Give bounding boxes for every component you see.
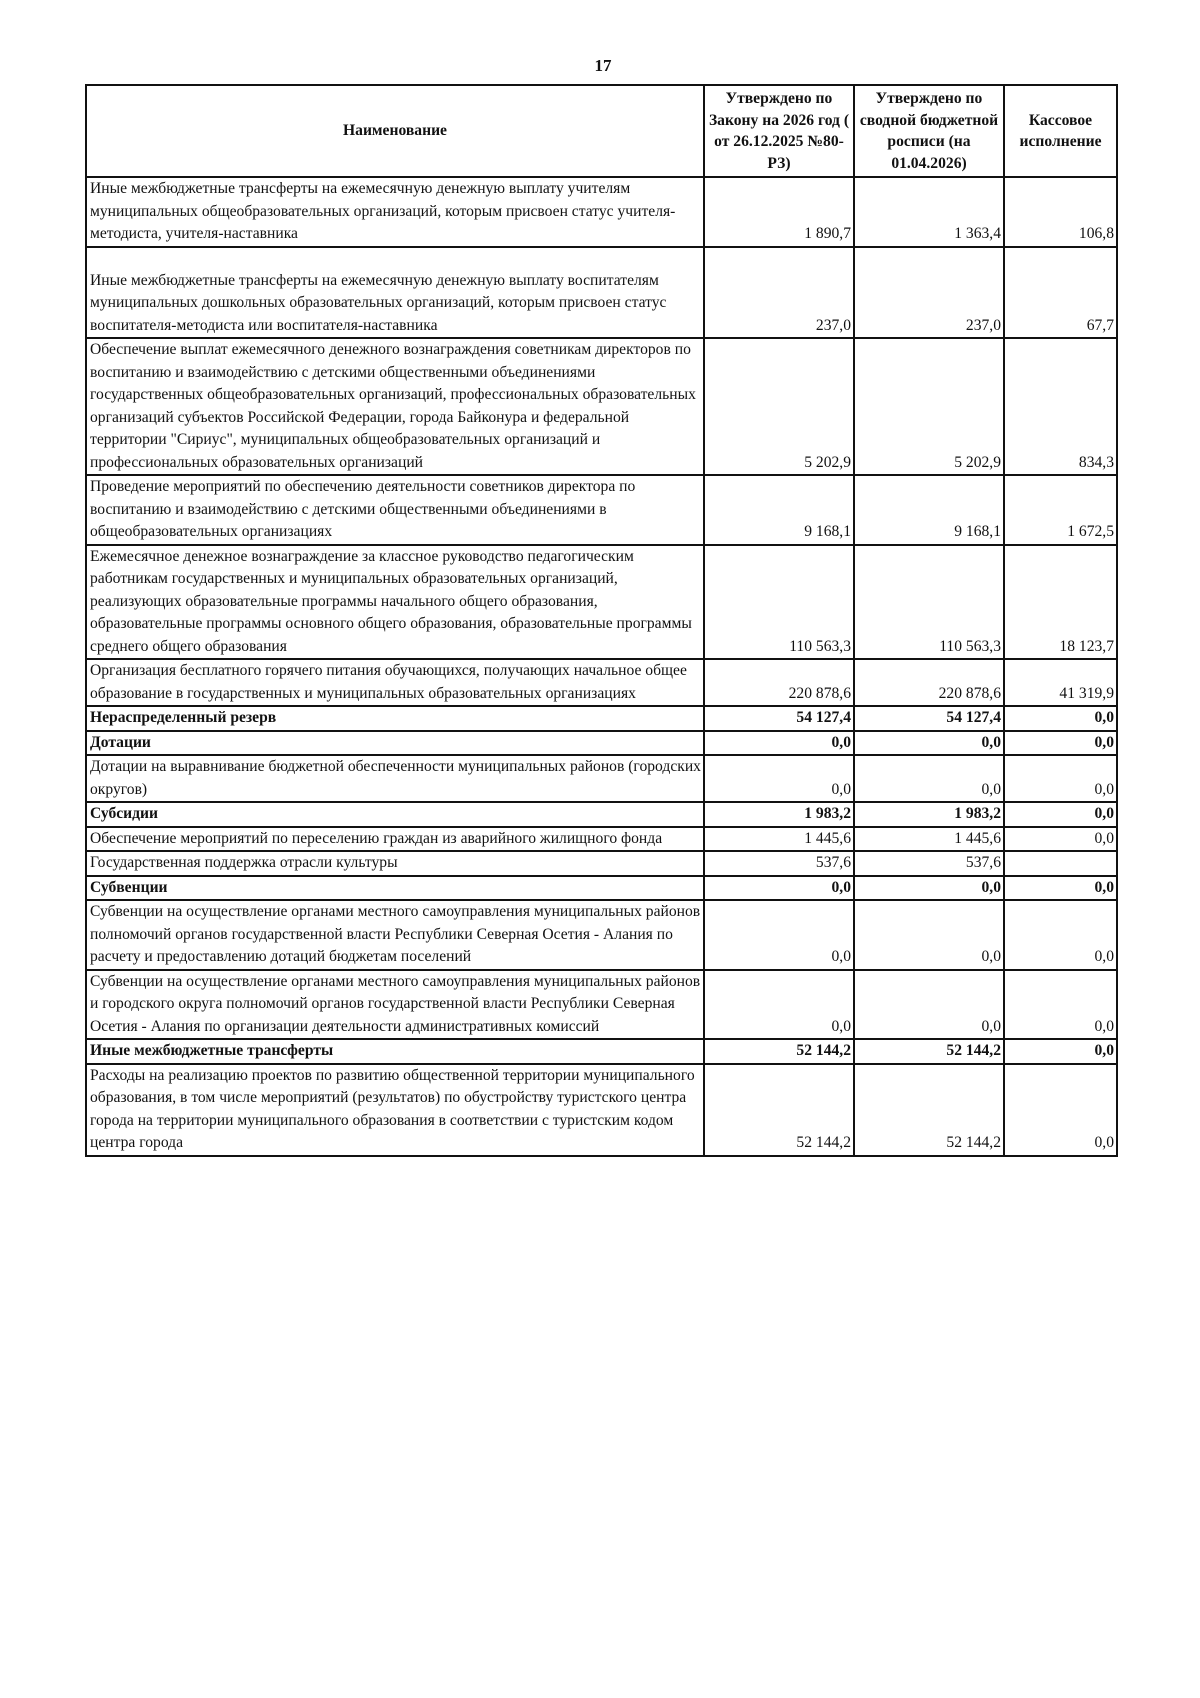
cell-name	[86, 545, 704, 660]
cell-name	[86, 1064, 704, 1156]
table-row	[86, 1064, 1117, 1156]
cell-approved-budget: 52 144,2	[854, 1064, 1004, 1156]
cell-approved-law: 1 983,2	[704, 802, 854, 827]
cell-approved-law: 537,6	[704, 851, 854, 876]
table-row	[86, 475, 1117, 545]
table-header-row	[86, 85, 1117, 177]
cell-cash-execution: 18 123,7	[1004, 545, 1117, 660]
cell-approved-budget: 0,0	[854, 731, 1004, 756]
cell-cash-execution: 0,0	[1004, 827, 1117, 852]
cell-cash-execution: 0,0	[1004, 755, 1117, 802]
row-name-text: Государственная поддержка отрасли культуры	[90, 854, 398, 871]
cell-cash-execution: 0,0	[1004, 731, 1117, 756]
row-name-text: Расходы на реализацию проектов по развитию общественной территории муниципального образования, в том числе мероприятий (результатов) по обустройству туристского центра города на территории муниципального образования в соответствии с туристским кодом центра города	[90, 1066, 695, 1151]
row-name-text: Обеспечение выплат ежемесячного денежного вознаграждения советникам директоров по воспитанию и взаимодействию с детскими общественными объединениями государственных общеобразовательных организаций, профессиональных образовательных организаций субъектов Российской Федерации, города Байконура и федеральной территории "Сириус", муниципальных общеобразовательных организаций и профессиональных образовательных организаций	[90, 341, 696, 471]
cell-name	[86, 876, 704, 901]
table-row	[86, 177, 1117, 247]
cell-cash-execution	[1004, 851, 1117, 876]
table-row	[86, 659, 1117, 706]
cell-approved-budget: 0,0	[854, 876, 1004, 901]
cell-approved-law: 1 445,6	[704, 827, 854, 852]
row-name-text: Субвенции на осуществление органами местного самоуправления муниципальных районов и городского округа полномочий органов государственной власти Республики Северная Осетия - Алания по организации деятельности административных комиссий	[90, 972, 701, 1035]
table-row	[86, 900, 1117, 970]
row-name-text: Иные межбюджетные трансферты на ежемесячную денежную выплату воспитателям муниципальных дошкольных образовательных организаций, которым присвоен статус воспитателя-методиста или воспитателя-наставника	[90, 271, 667, 334]
cell-approved-law: 5 202,9	[704, 338, 854, 475]
row-name-text: Дотации на выравнивание бюджетной обеспеченности муниципальных районов (городских округов)	[90, 758, 701, 798]
cell-approved-budget: 0,0	[854, 755, 1004, 802]
table-row	[86, 851, 1117, 876]
table-row	[86, 1039, 1117, 1064]
cell-approved-budget: 9 168,1	[854, 475, 1004, 545]
cell-approved-budget: 0,0	[854, 900, 1004, 970]
cell-cash-execution: 834,3	[1004, 338, 1117, 475]
table-row	[86, 731, 1117, 756]
cell-approved-law: 237,0	[704, 247, 854, 339]
row-name-text: Субсидии	[90, 805, 159, 822]
page-number: 17	[594, 56, 612, 75]
row-spacer	[90, 248, 701, 270]
cell-approved-budget: 537,6	[854, 851, 1004, 876]
row-name-text: Ежемесячное денежное вознаграждение за классное руководство педагогическим работникам государственных и муниципальных образовательных организаций, реализующих образовательные программы начального общего образования, образовательные программы основного общего образования, образовательные программы среднего общего образования	[90, 547, 692, 655]
table-row	[86, 247, 1117, 339]
cell-approved-budget: 1 983,2	[854, 802, 1004, 827]
cell-approved-law: 0,0	[704, 731, 854, 756]
cell-approved-law: 0,0	[704, 900, 854, 970]
cell-approved-law: 0,0	[704, 970, 854, 1040]
header-name: Наименование	[86, 85, 704, 177]
row-name-text: Субвенции	[90, 878, 168, 896]
cell-cash-execution: 67,7	[1004, 247, 1117, 339]
cell-approved-budget: 220 878,6	[854, 659, 1004, 706]
cell-name	[86, 827, 704, 852]
cell-cash-execution: 0,0	[1004, 970, 1117, 1040]
cell-cash-execution: 0,0	[1004, 876, 1117, 901]
cell-approved-budget: 54 127,4	[854, 706, 1004, 731]
cell-approved-law: 52 144,2	[704, 1064, 854, 1156]
row-name-text: Нераспределенный резерв	[90, 709, 277, 726]
cell-cash-execution: 1 672,5	[1004, 475, 1117, 545]
row-name-text: Дотации	[90, 733, 151, 751]
header-approved-law: Утверждено по Закону на 2026 год ( от 26.12.2025 №80-РЗ)	[704, 85, 854, 177]
cell-name	[86, 755, 704, 802]
cell-cash-execution: 0,0	[1004, 802, 1117, 827]
cell-cash-execution: 0,0	[1004, 900, 1117, 970]
cell-name	[86, 851, 704, 876]
cell-cash-execution: 0,0	[1004, 706, 1117, 731]
cell-cash-execution: 106,8	[1004, 177, 1117, 247]
budget-table	[85, 84, 1118, 1157]
table-row	[86, 802, 1117, 827]
table-row	[86, 876, 1117, 901]
cell-approved-law: 54 127,4	[704, 706, 854, 731]
cell-name	[86, 970, 704, 1040]
cell-approved-law: 52 144,2	[704, 1039, 854, 1064]
cell-name	[86, 177, 704, 247]
cell-approved-budget: 110 563,3	[854, 545, 1004, 660]
cell-name	[86, 900, 704, 970]
row-name-text: Организация бесплатного горячего питания обучающихся, получающих начальное общее образование в государственных и муниципальных образовательных организациях	[90, 662, 687, 702]
row-name-text: Иные межбюджетные трансферты	[90, 1042, 334, 1059]
cell-cash-execution: 0,0	[1004, 1064, 1117, 1156]
cell-name	[86, 338, 704, 475]
cell-name	[86, 802, 704, 827]
cell-approved-law: 0,0	[704, 876, 854, 901]
cell-approved-law: 1 890,7	[704, 177, 854, 247]
cell-approved-law: 0,0	[704, 755, 854, 802]
table-body	[86, 177, 1117, 1156]
cell-approved-budget: 0,0	[854, 970, 1004, 1040]
row-name-text: Иные межбюджетные трансферты на ежемесячную денежную выплату учителям муниципальных общеобразовательных организаций, которым присвоен статус учителя-методиста, учителя-наставника	[90, 180, 676, 242]
cell-approved-budget: 1 445,6	[854, 827, 1004, 852]
cell-cash-execution: 0,0	[1004, 1039, 1117, 1064]
cell-approved-law: 220 878,6	[704, 659, 854, 706]
cell-name	[86, 731, 704, 756]
cell-name	[86, 659, 704, 706]
header-approved-budget: Утверждено по сводной бюджетной росписи (на 01.04.2026)	[854, 85, 1004, 177]
cell-approved-budget: 1 363,4	[854, 177, 1004, 247]
table-row	[86, 706, 1117, 731]
row-name-text: Субвенции на осуществление органами местного самоуправления муниципальных районов полномочий органов государственной власти Республики Северная Осетия - Алания по расчету и предоставлению дотаций бюджетам поселений	[90, 903, 701, 965]
table-row	[86, 970, 1117, 1040]
cell-name	[86, 706, 704, 731]
cell-approved-budget: 237,0	[854, 247, 1004, 339]
cell-approved-law: 9 168,1	[704, 475, 854, 545]
cell-approved-budget: 52 144,2	[854, 1039, 1004, 1064]
cell-name	[86, 475, 704, 545]
cell-cash-execution: 41 319,9	[1004, 659, 1117, 706]
table-row	[86, 338, 1117, 475]
cell-name	[86, 247, 704, 339]
table-row	[86, 545, 1117, 660]
cell-approved-law: 110 563,3	[704, 545, 854, 660]
header-cash-execution: Кассовое исполнение	[1004, 85, 1117, 177]
row-name-text: Обеспечение мероприятий по переселению граждан из аварийного жилищного фонда	[90, 829, 663, 847]
table-row	[86, 827, 1117, 852]
table-row	[86, 755, 1117, 802]
cell-name	[86, 1039, 704, 1064]
cell-approved-budget: 5 202,9	[854, 338, 1004, 475]
row-name-text: Проведение мероприятий по обеспечению деятельности советников директора по воспитанию и взаимодействию с детскими общественными объединениями в общеобразовательных организациях	[90, 478, 636, 540]
